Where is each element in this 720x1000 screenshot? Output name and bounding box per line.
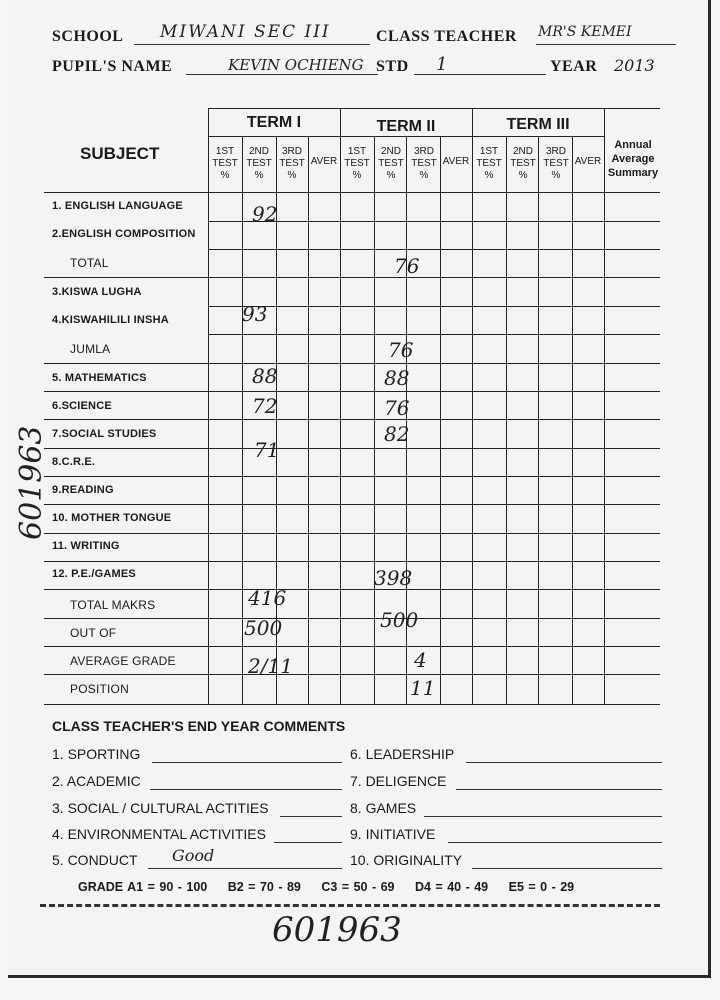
- comment-line: [424, 816, 662, 817]
- grade-a1: GRADE A1 = 90 - 100: [78, 880, 208, 894]
- term-2-col-3: 3RD TEST %: [411, 146, 437, 181]
- mark-out-of-t2: 500: [380, 608, 419, 632]
- grade-b2: B2 = 70 - 89: [227, 880, 301, 894]
- subject-header: SUBJECT: [80, 144, 160, 163]
- grade-d4: D4 = 40 - 49: [414, 880, 489, 894]
- comment-line: [150, 789, 342, 790]
- subject-label: AVERAGE GRADE: [70, 654, 176, 668]
- comment-right-item: 10. ORIGINALITY: [350, 852, 463, 868]
- subject-label: TOTAL MAKRS: [70, 598, 156, 612]
- term-1-col-2: 2ND TEST %: [246, 146, 272, 181]
- subject-label: 8.C.R.E.: [52, 456, 96, 468]
- subject-label: JUMLA: [70, 342, 111, 356]
- comment-line: [456, 789, 662, 790]
- subject-label: 2.ENGLISH COMPOSITION: [52, 228, 196, 240]
- marks-table: [44, 108, 660, 706]
- term-1-col-3: 3RD TEST %: [279, 146, 305, 181]
- subject-label: OUT OF: [70, 626, 117, 640]
- subject-label: 1. ENGLISH LANGUAGE: [52, 200, 183, 212]
- subject-label: 5. MATHEMATICS: [52, 372, 147, 384]
- row-line: [44, 533, 660, 534]
- term-1-col-4: AVER: [310, 156, 338, 167]
- comment-right-item: 6. LEADERSHIP: [350, 746, 455, 762]
- comment-left-item: 5. CONDUCT: [52, 852, 138, 868]
- subject-label: TOTAL: [70, 256, 109, 270]
- term-2-header: TERM II: [376, 118, 436, 135]
- subject-divider: [208, 108, 209, 704]
- mark-kiswa-t1: 93: [242, 302, 268, 326]
- mark-total-makrs-t1: 416: [248, 586, 287, 610]
- row-line: [44, 391, 660, 392]
- row-line: [44, 419, 660, 420]
- comment-line: [152, 762, 342, 763]
- row-line: [44, 363, 660, 364]
- school-label: SCHOOL: [52, 28, 124, 45]
- col-line: [374, 136, 375, 704]
- subject-label: POSITION: [70, 682, 129, 696]
- grade-c3: C3 = 50 - 69: [321, 880, 395, 894]
- term-1-col-1: 1ST TEST %: [212, 146, 238, 181]
- subject-label: 11. WRITING: [52, 540, 120, 552]
- std-label: STD: [376, 58, 409, 75]
- mark-social-t2: 82: [384, 422, 410, 446]
- col-line: [538, 136, 539, 704]
- mark-out-of-t1: 500: [244, 616, 283, 640]
- row-line: [44, 277, 660, 278]
- term-divider: [340, 108, 341, 704]
- pupil-value: KEVIN OCHIENG: [228, 56, 364, 74]
- school-value: MIWANI SEC III: [160, 22, 331, 42]
- comment-right-item: 8. GAMES: [350, 800, 417, 816]
- pupil-line: [186, 74, 378, 75]
- row-line: [44, 448, 660, 449]
- term-3-header: TERM III: [506, 116, 570, 133]
- mark-avg-grade-t1: 2/11: [248, 654, 293, 678]
- row-line: [44, 646, 660, 647]
- school-line: [134, 44, 370, 45]
- subject-label: 12. P.E./GAMES: [52, 568, 136, 580]
- grade-scale: [78, 880, 590, 894]
- comment-line: [448, 842, 662, 843]
- comments-title: CLASS TEACHER'S END YEAR COMMENTS: [52, 718, 346, 734]
- comment-line: [148, 868, 342, 869]
- subject-label: 9.READING: [52, 484, 114, 496]
- row-line: [44, 674, 660, 675]
- subject-label: 3.KISWA LUGHA: [52, 286, 142, 298]
- term-2-col-4: AVER: [442, 156, 470, 167]
- row-line: [44, 476, 660, 477]
- col-line: [440, 136, 441, 704]
- header-bottom-line: [44, 192, 660, 193]
- comment-left-item: 3. SOCIAL / CULTURAL ACTITIES: [52, 800, 269, 816]
- comment-right-item: 9. INITIATIVE: [350, 826, 436, 842]
- term-3-col-2: 2ND TEST %: [510, 146, 536, 181]
- row-line: [44, 618, 660, 619]
- term-3-col-3: 3RD TEST %: [543, 146, 569, 181]
- mark-math-t1: 88: [252, 364, 278, 388]
- divider-rule: [40, 904, 660, 907]
- bottom-number: 601963: [272, 910, 402, 950]
- term-2-col-1: 1ST TEST %: [344, 146, 370, 181]
- subject-label: 7.SOCIAL STUDIES: [52, 428, 157, 440]
- subject-label: 10. MOTHER TONGUE: [52, 512, 172, 524]
- col-line: [572, 136, 573, 704]
- mark-total-t2: 76: [394, 254, 420, 278]
- conduct-value: Good: [172, 846, 215, 865]
- mark-social-t1: 71: [254, 438, 280, 462]
- std-line: [414, 74, 546, 75]
- mark-avg-grade-t2: 4: [414, 648, 427, 672]
- mark-total-makrs-t2: 398: [374, 566, 413, 590]
- subject-label: 4.KISWAHILILI INSHA: [52, 314, 169, 326]
- comment-left-item: 1. SPORTING: [52, 746, 141, 762]
- term-2-col-2: 2ND TEST %: [378, 146, 404, 181]
- table-top-line: [208, 108, 660, 109]
- row-line: [44, 561, 660, 562]
- row-line: [44, 504, 660, 505]
- term-1-header: TERM I: [246, 114, 302, 131]
- std-value: 1: [436, 54, 448, 75]
- mark-english-t1: 92: [252, 202, 278, 226]
- mark-science-t2: 76: [384, 396, 410, 420]
- grade-e5: E5 = 0 - 29: [508, 880, 575, 894]
- term-3-col-4: AVER: [574, 156, 602, 167]
- col-line: [308, 136, 309, 704]
- year-label: YEAR: [550, 58, 598, 75]
- mark-position-t2: 11: [410, 676, 436, 700]
- class-teacher-line: [536, 44, 676, 45]
- comment-line: [274, 842, 342, 843]
- side-number: 601963: [14, 425, 49, 540]
- comment-line: [280, 816, 342, 817]
- mark-science-t1: 72: [252, 394, 278, 418]
- comment-line: [472, 868, 662, 869]
- mark-jumla-t2: 76: [388, 338, 414, 362]
- class-teacher-value: MR'S KEMEI: [538, 24, 632, 40]
- col-line: [242, 136, 243, 704]
- class-teacher-label: CLASS TEACHER: [376, 28, 517, 45]
- mark-math-t2: 88: [384, 366, 410, 390]
- row-line: [44, 589, 660, 590]
- term-3-col-1: 1ST TEST %: [476, 146, 502, 181]
- comment-line: [466, 762, 662, 763]
- pupil-label: PUPIL'S NAME: [52, 58, 173, 75]
- table-bottom-line: [44, 704, 660, 705]
- subject-label: 6.SCIENCE: [52, 400, 112, 412]
- comment-left-item: 2. ACADEMIC: [52, 773, 141, 789]
- col-line: [506, 136, 507, 704]
- comment-right-item: 7. DELIGENCE: [350, 773, 447, 789]
- annual-average-header: Annual Average Summary: [607, 139, 659, 179]
- annual-divider: [604, 108, 605, 704]
- year-value: 2013: [614, 56, 655, 75]
- comment-left-item: 4. ENVIRONMENTAL ACTIVITIES: [52, 826, 266, 842]
- term-divider: [472, 108, 473, 704]
